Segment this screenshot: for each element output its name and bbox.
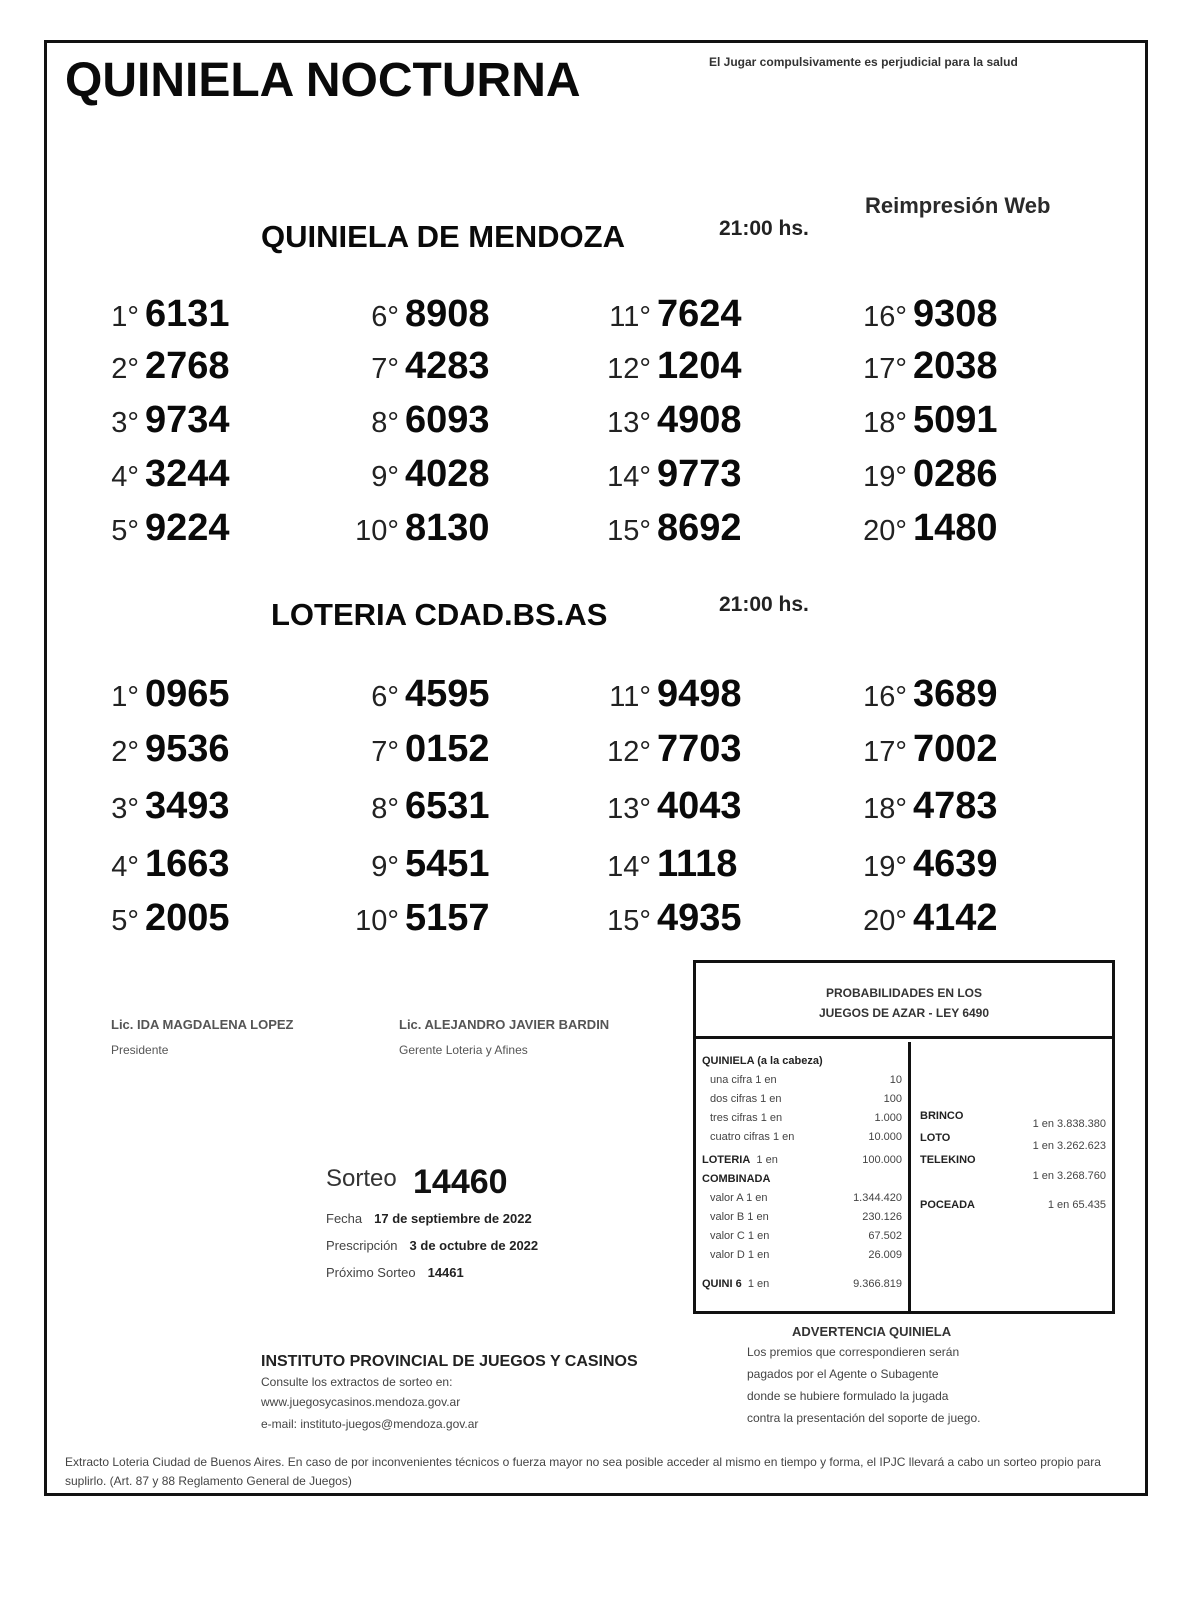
result-item: 9° 4028 (371, 453, 490, 495)
main-title: QUINIELA NOCTURNA (65, 54, 581, 107)
result-item: 6° 8908 (371, 293, 490, 335)
probabilities-box (693, 960, 1115, 1314)
prob-row-loteria: LOTERIA 1 en 100.000 (702, 1154, 902, 1166)
result-item: 12° 1204 (607, 345, 742, 387)
institute-line: Consulte los extractos de sorteo en: (261, 1375, 453, 1389)
prob-row: valor B 1 en 230.126 (710, 1211, 902, 1223)
result-item: 14° 9773 (607, 453, 742, 495)
result-item: 19° 0286 (863, 453, 998, 495)
prob-row: tres cifras 1 en 1.000 (710, 1112, 902, 1124)
result-item: 9° 5451 (371, 843, 490, 885)
result-item: 4° 3244 (111, 453, 230, 495)
result-item: 6° 4595 (371, 673, 490, 715)
prob-row: valor D 1 en 26.009 (710, 1249, 902, 1261)
advertencia-line: pagados por el Agente o Subagente (747, 1367, 939, 1381)
sorteo-label: Sorteo (326, 1165, 397, 1192)
result-item: 17° 2038 (863, 345, 998, 387)
health-warning: El Jugar compulsivamente es perjudicial para la salud (709, 55, 1018, 69)
prob-telekino: TELEKINO 1 en 3.268.760 (920, 1154, 1106, 1182)
result-item: 8° 6093 (371, 399, 490, 441)
signature-role-manager: Gerente Loteria y Afines (399, 1043, 528, 1057)
result-item: 17° 7002 (863, 728, 998, 770)
institute-email-link[interactable]: e-mail: instituto-juegos@mendoza.gov.ar (261, 1417, 479, 1431)
draw-time-loteria-bsas: 21:00 hs. (719, 593, 809, 616)
result-item: 14° 1118 (607, 843, 738, 885)
draw-title-mendoza: QUINIELA DE MENDOZA (261, 219, 625, 254)
probabilities-left-column (696, 1042, 911, 1311)
draw-title-loteria-bsas: LOTERIA CDAD.BS.AS (271, 597, 608, 632)
signature-name-president: Lic. IDA MAGDALENA LOPEZ (111, 1017, 294, 1032)
prob-row: valor C 1 en 67.502 (710, 1230, 902, 1242)
reprint-label: Reimpresión Web (865, 193, 1051, 218)
result-item: 3° 9734 (111, 399, 230, 441)
institute-title: INSTITUTO PROVINCIAL DE JUEGOS Y CASINOS (261, 1353, 638, 1370)
result-item: 15° 8692 (607, 507, 742, 549)
prob-row: cuatro cifras 1 en 10.000 (710, 1131, 902, 1143)
result-item: 12° 7703 (607, 728, 742, 770)
result-item: 15° 4935 (607, 897, 742, 939)
result-item: 20° 1480 (863, 507, 998, 549)
probabilities-right-column (914, 1042, 1112, 1311)
result-item: 2° 2768 (111, 345, 230, 387)
result-item: 11° 7624 (609, 293, 742, 335)
footer-note: Extracto Loteria Ciudad de Buenos Aires. En caso de por inconvenientes técnicos o fuerza mayor no sea posible acceder al mismo en tiempo y forma, el IPJC llevará a cabo un sorteo propio para suplirlo. (Art. 87 y 88 Reglamento General de Juegos) (65, 1455, 1101, 1488)
result-item: 7° 0152 (371, 728, 490, 770)
advertencia-line: donde se hubiere formulado la jugada (747, 1389, 949, 1403)
result-item: 1° 0965 (111, 673, 230, 715)
prob-row: una cifra 1 en 10 (710, 1074, 902, 1086)
result-item: 10° 8130 (355, 507, 490, 549)
result-item: 2° 9536 (111, 728, 230, 770)
sorteo-prescripcion: Prescripción 3 de octubre de 2022 (326, 1238, 539, 1253)
result-item: 1° 6131 (111, 293, 230, 335)
results-sheet (44, 40, 1148, 1496)
result-item: 8° 6531 (371, 785, 490, 827)
institute-website-link[interactable]: www.juegosycasinos.mendoza.gov.ar (261, 1395, 461, 1409)
prob-row: dos cifras 1 en 100 (710, 1093, 902, 1105)
signature-name-manager: Lic. ALEJANDRO JAVIER BARDIN (399, 1017, 610, 1032)
result-item: 13° 4043 (607, 785, 742, 827)
result-item: 11° 9498 (609, 673, 742, 715)
result-item: 20° 4142 (863, 897, 998, 939)
prob-loto: LOTO 1 en 3.262.623 (920, 1132, 1106, 1152)
signature-role-president: Presidente (111, 1043, 169, 1057)
prob-row: valor A 1 en 1.344.420 (710, 1192, 902, 1204)
sorteo-proximo: Próximo Sorteo 14461 (326, 1265, 464, 1280)
result-item: 4° 1663 (111, 843, 230, 885)
result-item: 18° 5091 (863, 399, 998, 441)
prob-brinco: BRINCO 1 en 3.838.380 (920, 1110, 1106, 1130)
sorteo-number: 14460 (413, 1163, 508, 1201)
result-item: 7° 4283 (371, 345, 490, 387)
result-item: 10° 5157 (355, 897, 490, 939)
result-item: 16° 3689 (863, 673, 998, 715)
result-item: 18° 4783 (863, 785, 998, 827)
result-item: 5° 2005 (111, 897, 230, 939)
result-item: 3° 3493 (111, 785, 230, 827)
prob-poceada: POCEADA 1 en 65.435 (920, 1199, 1106, 1211)
probabilities-header: PROBABILIDADES EN LOS JUEGOS DE AZAR - LEY 6490 (696, 963, 1112, 1039)
result-item: 13° 4908 (607, 399, 742, 441)
sorteo-fecha: Fecha 17 de septiembre de 2022 (326, 1211, 532, 1226)
advertencia-title: ADVERTENCIA QUINIELA (792, 1324, 952, 1339)
result-item: 5° 9224 (111, 507, 230, 549)
advertencia-line: contra la presentación del soporte de juego. (747, 1411, 981, 1425)
draw-time-mendoza: 21:00 hs. (719, 217, 809, 240)
advertencia-line: Los premios que correspondieren serán (747, 1345, 960, 1359)
quiniela-label: QUINIELA (a la cabeza) (702, 1055, 823, 1067)
result-item: 16° 9308 (863, 293, 998, 335)
prob-row-quini6: QUINI 6 1 en 9.366.819 (702, 1278, 902, 1290)
result-item: 19° 4639 (863, 843, 998, 885)
combinada-label: COMBINADA (702, 1173, 771, 1185)
